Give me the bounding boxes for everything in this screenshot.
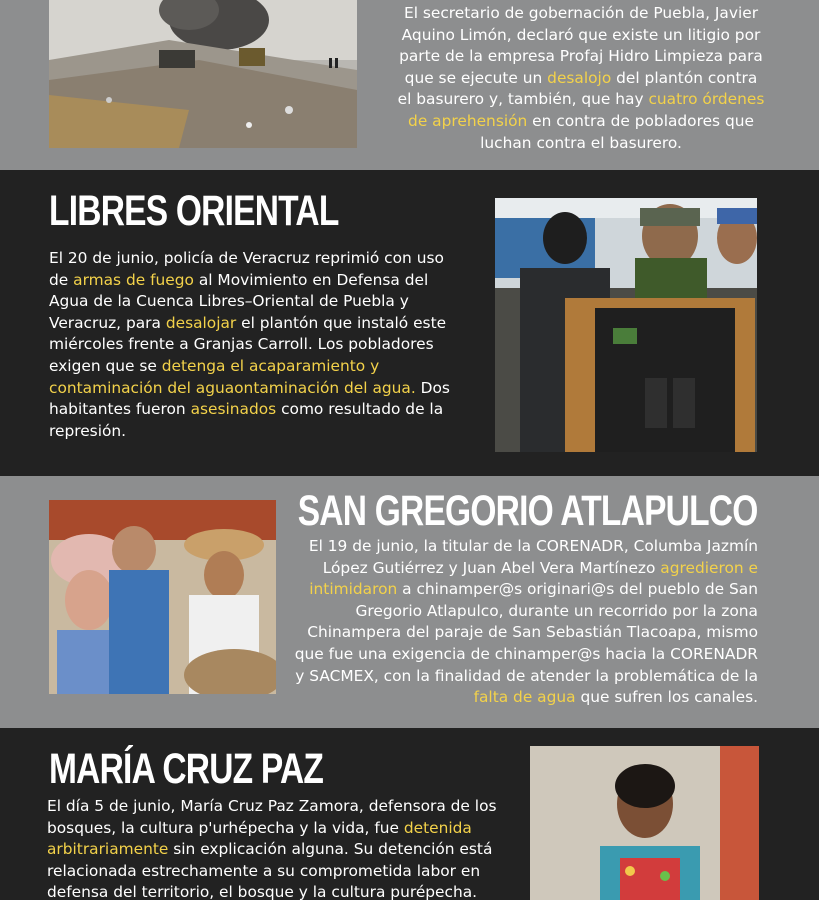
highlighted-phrase: desalojar (165, 313, 237, 332)
highlighted-phrase: asesinados (190, 400, 277, 419)
paragraph-text: como resultado de la represión. (49, 400, 444, 440)
highlighted-phrase: desalojo (547, 68, 612, 87)
libres-oriental-title: LIBRES ORIENTAL (49, 187, 339, 235)
libres-oriental-paragraph (49, 248, 461, 442)
section-libres-oriental (0, 170, 819, 476)
paragraph-text: El secretario de gobernación de Puebla, Javier Aquino Limón, declaró que existe un litigio por parte de la empresa Profaj Hidro Limpieza para que se ejecute un (399, 4, 763, 87)
landfill-photo (49, 0, 357, 148)
paragraph-text: El día 5 de junio, María Cruz Paz Zamora, defensora de los bosques, la cultura p'urhépecha y la vida, fue (47, 797, 497, 837)
paragraph-text: el plantón que instaló este miércoles frente a Granjas Carroll. Los pobladores exigen que se (49, 313, 447, 375)
highlighted-phrase: agredieron e intimidaron (309, 558, 758, 599)
highlighted-phrase: detenida arbitrariamente (47, 818, 472, 859)
crowd-photo (49, 500, 276, 694)
section-basurero (0, 0, 819, 170)
portrait-photo (530, 746, 759, 900)
paragraph-text: del plantón contra el basurero y, también, que hay (397, 68, 758, 109)
section-san-gregorio (0, 476, 819, 728)
paragraph-text: El 20 de junio, policía de Veracruz reprimió con uso de (49, 249, 444, 289)
paragraph-text: que sufren los canales. (575, 688, 758, 707)
paragraph-text: a chinamper@s originari@s del pueblo de San Gregorio Atlapulco, durante un recorrido por la zona Chinampera del paraje de San Sebastián Tlacoapa, mismo que fue una exigencia de chinamper@s hacia la CORENADR y SACMEX, con la finalidad de atender la problemática de la (294, 580, 758, 685)
san-gregorio-title: SAN GREGORIO ATLAPULCO (298, 487, 758, 535)
paragraph-text: al Movimiento en Defensa del Agua de la Cuenca Libres–Oriental de Puebla y Veracruz, para (49, 270, 429, 332)
highlighted-phrase: detenga el acaparamiento y contaminación del aguaontaminación del agua. (49, 356, 416, 397)
police-photo (495, 198, 757, 452)
highlighted-phrase: cuatro órdenes de aprehensión (408, 90, 765, 130)
section-maria-cruz-paz (0, 728, 819, 900)
basurero-paragraph (397, 3, 765, 154)
paragraph-text: Dos habitantes fueron (49, 378, 450, 419)
highlighted-phrase: falta de agua (473, 688, 576, 707)
maria-cruz-paz-title: MARÍA CRUZ PAZ (49, 745, 324, 793)
paragraph-text: El 19 de junio, la titular de la CORENADR, Columba Jazmín López Gutiérrez y Juan Abel Vera Martínezo (308, 537, 758, 577)
paragraph-text: en contra de pobladores que luchan contra el basurero. (480, 111, 754, 152)
maria-cruz-paz-paragraph (47, 796, 507, 900)
san-gregorio-paragraph (288, 536, 758, 709)
highlighted-phrase: armas de fuego (73, 270, 194, 289)
paragraph-text: sin explicación alguna. Su detención está relacionada estrechamente a su comprometida labor en defensa del territorio, el bosque y la cultura purépecha. (47, 840, 493, 900)
